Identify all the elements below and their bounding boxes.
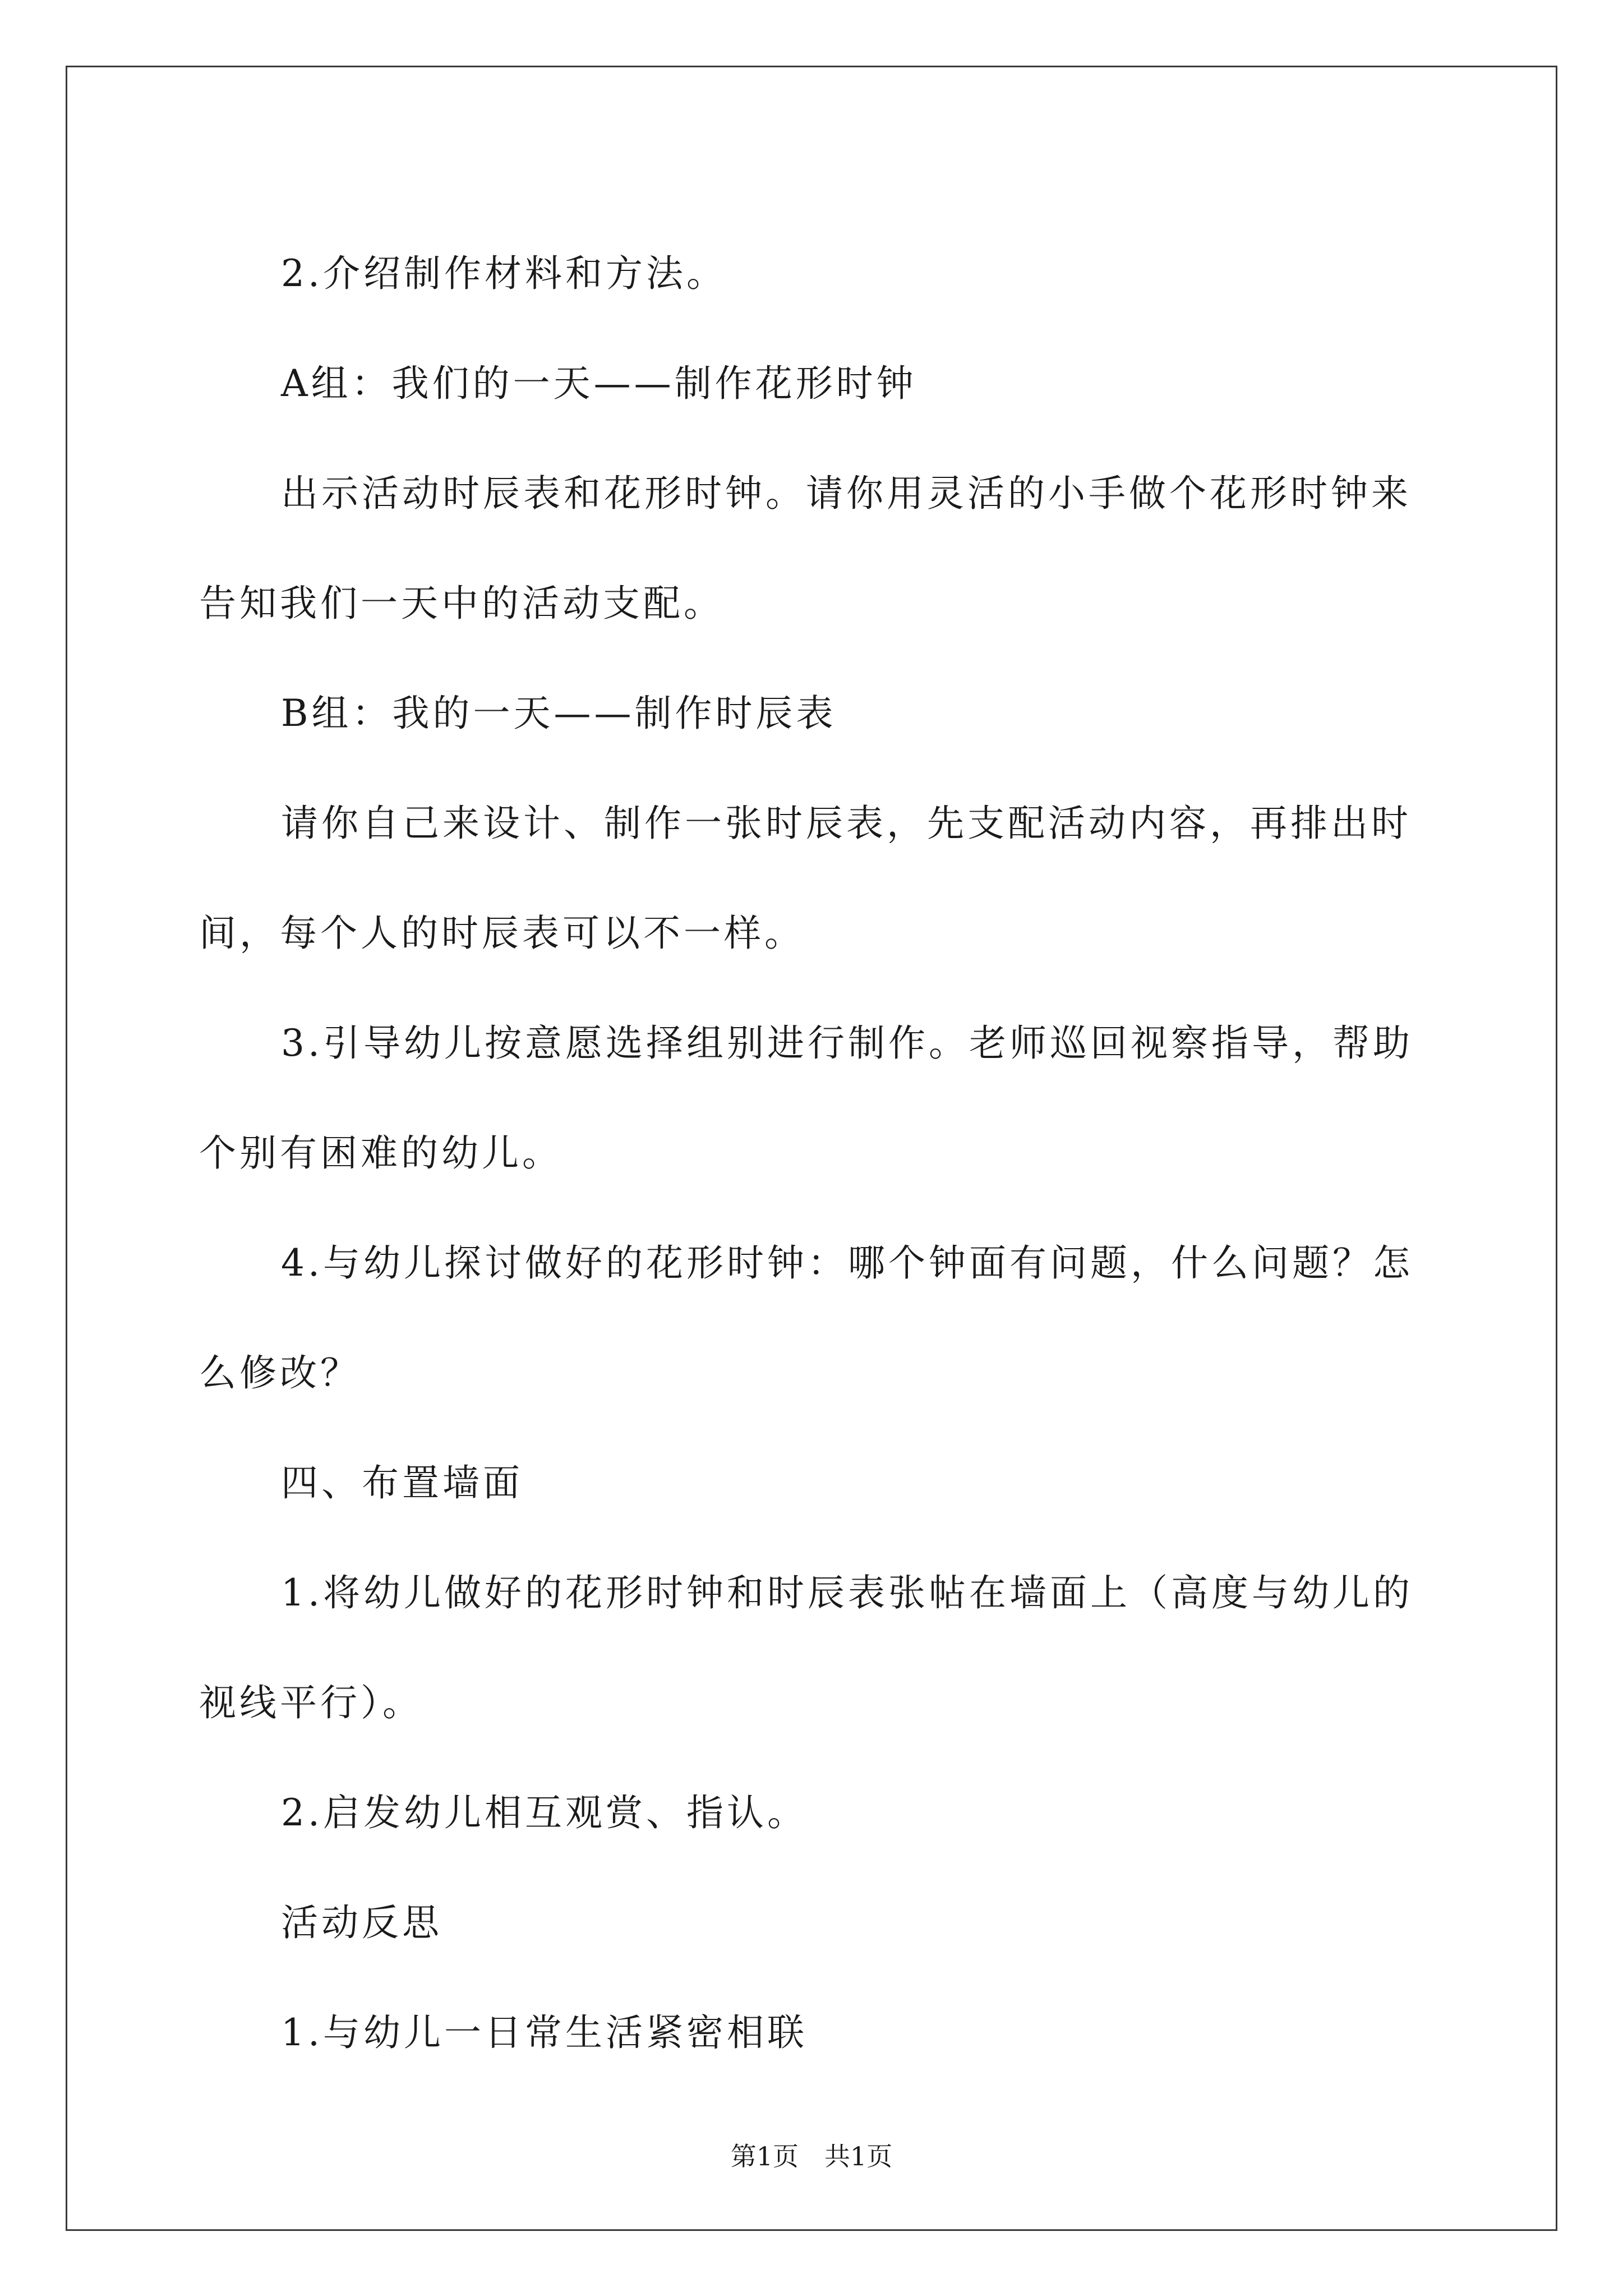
text-line-14: 视线平行）。 <box>199 1681 423 1724</box>
document-body <box>199 219 1438 2088</box>
text-line-11: 么修改？ <box>199 1351 361 1395</box>
text-line-17: 1.与幼儿一日常生活紧密相联 <box>281 2011 808 2054</box>
text-line-3: 出示活动时辰表和花形时钟。请你用灵活的小手做个花形时钟来 <box>281 472 1412 515</box>
text-line-5: B组：我的一天——制作时辰表 <box>281 692 837 735</box>
page-number-footer: 第1页 共1页 <box>730 2141 893 2171</box>
text-line-8: 3.引导幼儿按意愿选择组别进行制作。老师巡回视察指导，帮助 <box>281 1022 1413 1065</box>
section-heading: 四、布置墙面 <box>281 1461 523 1504</box>
text-line-15: 2.启发幼儿相互观赏、指认。 <box>281 1791 808 1834</box>
text-line-9: 个别有困难的幼儿。 <box>199 1131 562 1175</box>
text-line-4: 告知我们一天中的活动支配。 <box>199 582 724 625</box>
text-line-6: 请你自己来设计、制作一张时辰表，先支配活动内容，再排出时 <box>281 802 1412 845</box>
text-line-10: 4.与幼儿探讨做好的花形时钟：哪个钟面有问题，什么问题？怎 <box>281 1241 1413 1285</box>
text-line-2: A组：我们的一天——制作花形时钟 <box>281 362 917 405</box>
text-line-1: 2.介绍制作材料和方法。 <box>281 252 727 295</box>
reflection-heading: 活动反思 <box>281 1901 442 1944</box>
text-line-7: 间，每个人的时辰表可以不一样。 <box>199 912 805 955</box>
text-line-13: 1.将幼儿做好的花形时钟和时辰表张帖在墙面上（高度与幼儿的 <box>281 1571 1413 1614</box>
